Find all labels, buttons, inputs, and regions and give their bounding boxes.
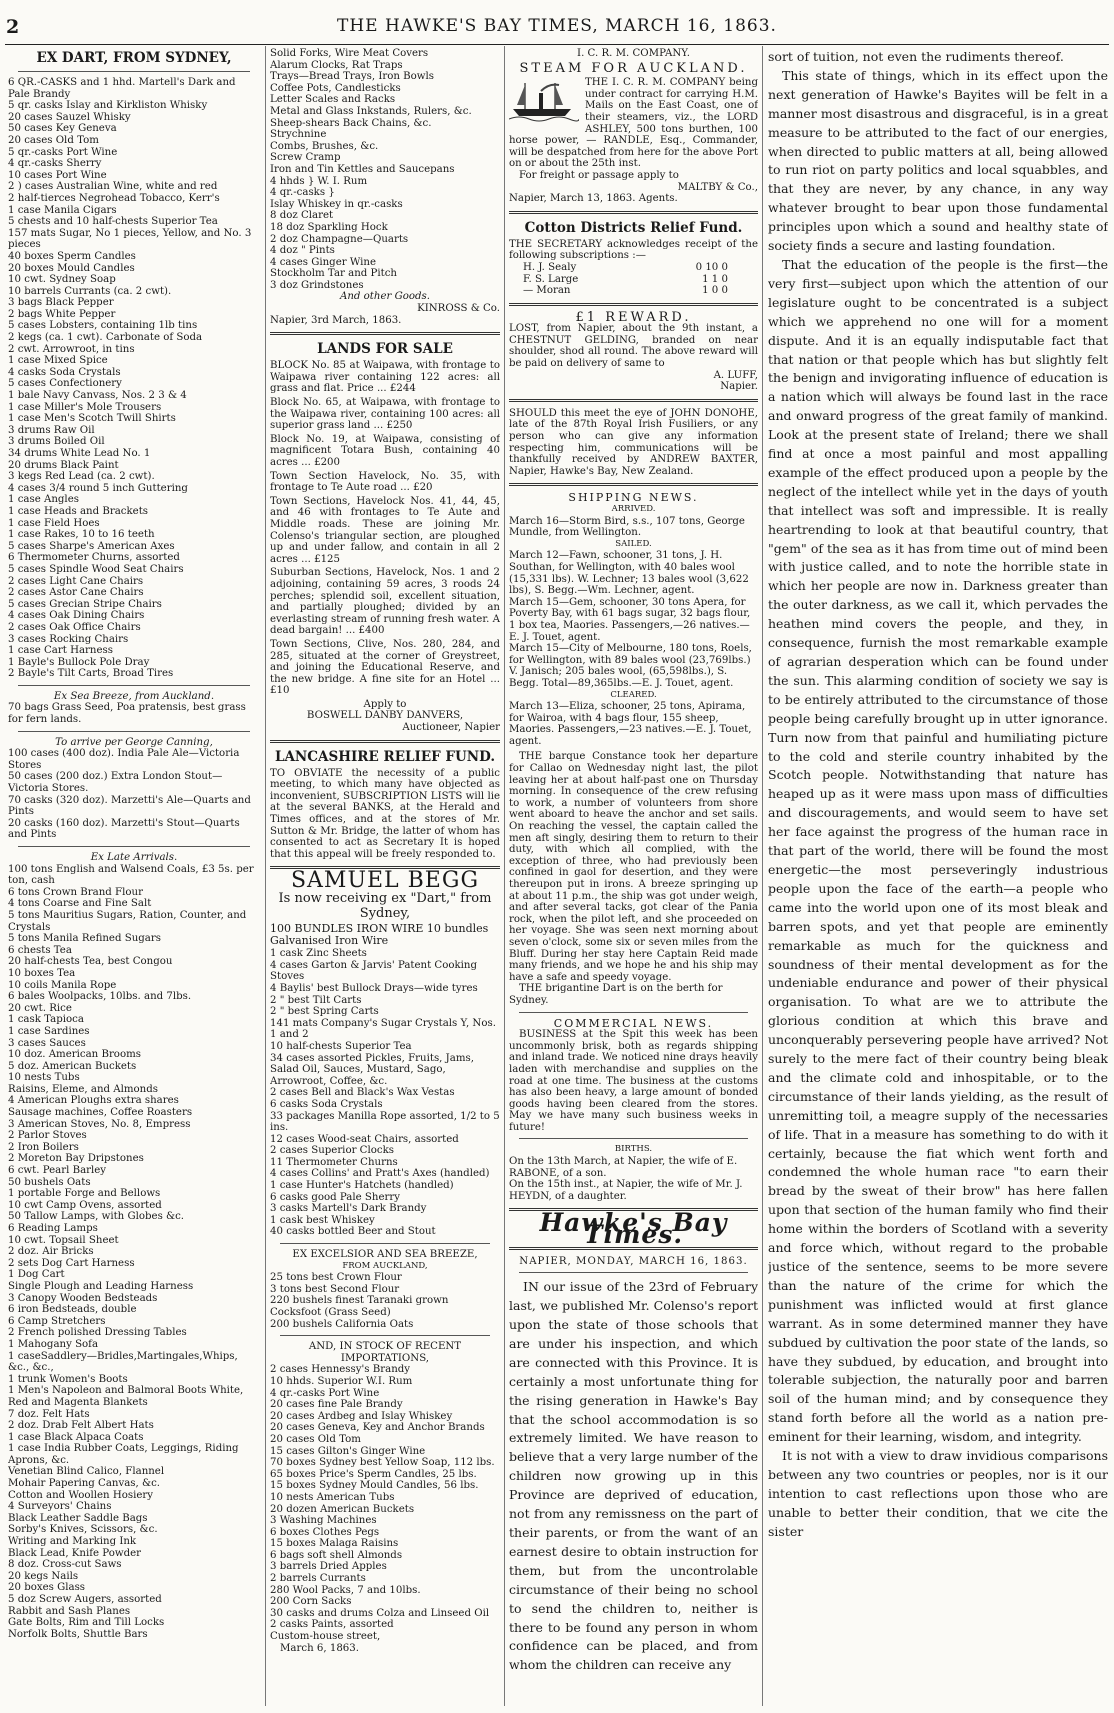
list-item: 15 cases Gilton's Ginger Wine: [270, 1445, 426, 1457]
article-paragraph: This state of things, which in its effect upon the next generation of Hawke's Bayites will be felt in a manner most disastrous and disgraceful, is in a great measure to be attributed to the fact of our energies, when directed to public matters at all, being allowed to run riot on party politics and local squabbles, and that they are never, by any chance, in any way whatever brought to bear upon those fundamental principles upon which a sound and healthy state of society finds a secure and lasting foundation.: [768, 67, 1108, 254]
list-item: 2 cases Superior Clocks: [270, 1145, 394, 1157]
divider: [519, 1012, 748, 1013]
list-item: 4 cases Ginger Wine: [270, 256, 376, 268]
list-item: 3 tons best Second Flour: [270, 1283, 400, 1295]
list-item: 4 cases Collins' and Pratt's Axes (handled): [270, 1168, 490, 1180]
list-item: 4 cases Garton & Jarvis' Patent Cooking Stoves: [270, 959, 478, 983]
list-item: 50 cases Key Geneva: [8, 123, 117, 135]
ad-title: LANCASHIRE RELIEF FUND.: [274, 748, 496, 765]
list-item: Alarum Clocks, Rat Traps: [270, 59, 403, 71]
subscriber-name: H. J. Sealy: [523, 261, 577, 273]
list-item: 10 cwt Camp Ovens, assorted: [8, 1199, 162, 1211]
list-item: 2 cases Light Cane Chairs: [8, 575, 144, 587]
list-item: 1 Men's Napoleon and Balmoral Boots White, Red and Magenta Blankets: [8, 1385, 244, 1408]
list-item: 10 nests Tubs: [8, 1072, 80, 1084]
list-item: 10 barrels Currants (ca. 2 cwt).: [8, 285, 172, 297]
list-item: 2 barrels Currants: [270, 1573, 366, 1585]
list-item: 100 tons English and Walsend Coals, £3 5s. per ton, cash: [8, 863, 254, 887]
list-item: 12 cases Wood-seat Chairs, assorted: [270, 1133, 459, 1145]
list-item: 2 sets Dog Cart Harness: [8, 1257, 135, 1269]
list-item: 20 boxes Glass: [8, 1582, 86, 1594]
list-item: 20 cases fine Pale Brandy: [270, 1399, 403, 1411]
subscription-amount: 0 10 0: [695, 261, 728, 273]
list-item: 6 casks Soda Crystals: [270, 1098, 383, 1110]
list-item: 1 case Sardines: [8, 1025, 90, 1037]
news-paragraph: BUSINESS at the Spit this week has been uncommonly brisk, both as regards shipping and inland trade. We noticed nine drays heavily laden with merchandise and supplies on the road at one time. The business at the customs has also been heavy, a large amount of bonded goods having been cleared from the stores. May we have many such business weeks in future!: [509, 1029, 758, 1133]
subscription-row: [509, 274, 758, 286]
list-item: 200 bushels California Oats: [270, 1318, 414, 1330]
list-item: 1 case Black Alpaca Coats: [8, 1431, 144, 1443]
list-item: 10 cases Port Wine: [8, 169, 107, 181]
list-item: 2 doz. Drab Felt Albert Hats: [8, 1420, 154, 1432]
goods-list: [8, 864, 260, 1641]
list-item: 4 American Ploughs extra shares: [8, 1095, 179, 1107]
list-item: 157 mats Sugar, No 1 pieces, Yellow, and No. 3 pieces: [8, 227, 252, 251]
list-item: 1 caseSaddlery—Bridles,Martingales,Whips, &c., &c.,: [8, 1350, 238, 1374]
list-item: 1 case Miller's Mole Trousers: [8, 401, 162, 413]
list-item: 20 cases Old Tom: [8, 134, 99, 146]
list-item: 20 drums Black Paint: [8, 459, 119, 471]
land-listing: Suburban Sections, Havelock, Nos. 1 and 2 adjoining, containing 59 acres, 3 roods 24 perches; splendid soil, excellent situation, and partially ploughed; divided by an everlasting stream of running fresh water. A dead bargain! ... £400: [270, 567, 500, 637]
list-item: 3 barrels Dried Apples: [270, 1561, 387, 1573]
list-item: 3 cases Sauces: [8, 1037, 86, 1049]
advertiser: A. LUFF,: [713, 369, 758, 381]
page-number: 2: [6, 16, 20, 38]
list-item: 3 cases Rocking Chairs: [8, 633, 129, 645]
ad-text: LOST, from Napier, about the 9th instant, a CHESTNUT GELDING, branded on near shoulder, shod all round. The above reward will be paid on delivery of same to: [509, 323, 758, 370]
list-item: Letter Scales and Racks: [270, 94, 396, 106]
list-item: 6 iron Bedsteads, double: [8, 1304, 137, 1316]
list-item: 141 mats Company's Sugar Crystals Y, Nos. 1 and 2: [270, 1017, 496, 1041]
list-item: Mohair Papering Canvas, &c.: [8, 1478, 161, 1490]
divider: [280, 1335, 490, 1336]
divider: [519, 1272, 748, 1273]
list-item: 10 hhds. Superior W.I. Rum: [270, 1375, 413, 1387]
list-item: 5 cases Sharpe's American Axes: [8, 540, 175, 552]
list-item: 1 case Rakes, 10 to 16 teeth: [8, 529, 155, 541]
page-header: [0, 0, 1114, 48]
list-item: 10 coils Manila Rope: [8, 979, 117, 991]
subscriber-name: F. S. Large: [523, 273, 579, 285]
ad-date: Napier, March 13, 1863. Agents.: [509, 193, 678, 205]
column-rule: [504, 46, 505, 1706]
list-item: 4 doz " Pints: [270, 245, 335, 257]
list-item: 1 case Heads and Brackets: [8, 505, 149, 517]
goods-list: [270, 1364, 500, 1631]
list-item: 20 boxes Mould Candles: [8, 262, 135, 274]
list-item: Islay Whiskey in qr.-casks: [270, 198, 403, 210]
list-item: 2 half-tierces Negrohead Tobacco, Kerr's: [8, 192, 220, 204]
list-item: Coffee Pots, Candlesticks: [270, 82, 401, 94]
apply-line: For freight or passage apply to: [519, 169, 679, 181]
list-item: Solid Forks, Wire Meat Covers: [270, 48, 429, 59]
list-item: 70 bags Grass Seed, Poa pratensis, best grass for fern lands.: [8, 702, 246, 726]
list-item: 220 bushels finest Taranaki grown Cocksfoot (Grass Seed): [270, 1295, 449, 1318]
divider: [18, 846, 250, 847]
list-item: 6 cwt. Pearl Barley: [8, 1165, 107, 1177]
list-item: 1 bale Navy Canvass, Nos. 2 3 & 4: [8, 390, 187, 402]
list-item: 2 doz. Air Bricks: [8, 1246, 94, 1258]
list-item: 1 Mahogany Sofa: [8, 1338, 99, 1350]
list-item: 8 doz Claret: [270, 210, 334, 222]
list-item: 2 doz Champagne—Quarts: [270, 233, 409, 245]
divider: [270, 740, 500, 743]
shipping-entry: March 13—Eliza, schooner, 25 tons, Apirama, for Wairoa, with 4 bags flour, 155 sheep, Maories. Passengers,—23 natives.—E. J. Touet, agent.: [509, 701, 752, 747]
list-item: Cotton and Woollen Hosiery: [8, 1489, 153, 1501]
header-rule: [5, 44, 1109, 45]
section-heading: AND, IN STOCK OF RECENT IMPORTATIONS,: [308, 1341, 462, 1364]
article-paragraph: IN our issue of the 23rd of February last, we published Mr. Colenso's report upon the state of those schools that are under his inspection, and which are connected with this Province. It is certainly a most unfortunate thing for the rising generation in Hawke's Bay that the school accommodation is so extremely limited. We have reason to believe that a very large number of the children now growing up in this Province are deprived of education, not from any remissness on the part of their parents, or from the want of an earnest desire to obtain instruction for them, but from the uncontrolable circumstance of their being no school to send the children to, neither is there to be found any person in whom confidence can be placed, and from whom the children can receive any: [509, 1279, 758, 1673]
birth-notice: On the 13th March, at Napier, the wife of E. RABONE, of a son.: [509, 1156, 738, 1179]
list-item: 1 cask best Whiskey: [270, 1214, 375, 1226]
leading-article: [509, 1278, 758, 1675]
ad-text: TO OBVIATE the necessity of a public meeting, to which many have objected as inconvenient, SUBSCRIPTION LISTS will lie at the several BANKS, at the Herald and Times offices, and at the stores of Mr. Sutton & Mr. Bridge, the latter of whom has consented to act as Secretary It is hoped that this appeal will be freely responded to.: [270, 767, 500, 860]
list-item: 25 tons best Crown Flour: [270, 1272, 402, 1284]
list-item: 20 cases Sauzel Whisky: [8, 111, 131, 123]
apply-line: Apply to: [363, 698, 407, 710]
land-listing: Town Section Havelock, No. 35, with frontage to Te Aute road ... £20: [270, 470, 500, 494]
ad-text: THE SECRETARY acknowledges receipt of the following subscriptions :—: [509, 238, 758, 262]
list-item: 6 tons Crown Brand Flour: [8, 886, 143, 898]
list-item: 33 packages Manilla Rope assorted, 1/2 to 5 ins.: [270, 1110, 500, 1134]
ad-title: STEAM FOR AUCKLAND.: [519, 60, 748, 76]
list-item: 15 boxes Malaga Raisins: [270, 1538, 399, 1550]
section-title: SHIPPING NEWS.: [568, 491, 699, 505]
subscription-amount: 1 1 0: [702, 273, 728, 285]
list-item: 5 cases Confectionery: [8, 378, 122, 390]
list-item: 5 cases Spindle Wood Seat Chairs: [8, 563, 184, 575]
list-item: 3 casks Martell's Dark Brandy: [270, 1203, 427, 1215]
list-item: 34 cases assorted Pickles, Fruits, Jams, Salad Oil, Sauces, Mustard, Sago, Arrowroot, Coffee, &c.: [270, 1052, 474, 1087]
list-item: Metal and Glass Inkstands, Rulers, &c.: [270, 105, 472, 117]
list-item: 70 boxes Sydney best Yellow Soap, 112 lbs.: [270, 1457, 495, 1469]
steamship-icon: [509, 79, 579, 123]
goods-list: [270, 948, 500, 1238]
ad-title: LANDS FOR SALE: [317, 341, 453, 358]
divider: [270, 332, 500, 335]
list-item: Gate Bolts, Rim and Till Locks: [8, 1617, 165, 1629]
goods-list: [8, 748, 260, 841]
section-heading: Ex Sea Breeze, from Auckland.: [53, 690, 215, 702]
list-item: 50 bushels Oats: [8, 1176, 91, 1188]
list-item: 6 boxes Clothes Pegs: [270, 1526, 380, 1538]
list-item: 6 Reading Lamps: [8, 1223, 98, 1234]
list-item: 5 qr. casks Islay and Kirkliston Whisky: [8, 100, 208, 112]
column-4: [768, 48, 1108, 1708]
list-item: 1 trunk Women's Boots: [8, 1373, 128, 1385]
list-item: 2 " best Spring Carts: [270, 1006, 379, 1018]
list-item: 5 tons Manila Refined Sugars: [8, 933, 161, 945]
dateline: NAPIER, MONDAY, MARCH 16, 1863.: [519, 1255, 748, 1267]
list-item: 4 cases Oak Dining Chairs: [8, 610, 145, 622]
list-item: Sausage machines, Coffee Roasters: [8, 1107, 193, 1119]
list-item: 2 bags White Pepper: [8, 308, 116, 320]
list-item: 2 Moreton Bay Dripstones: [8, 1153, 144, 1165]
list-item: 1 case India Rubber Coats, Leggings, Riding Aprons, &c.: [8, 1443, 239, 1466]
newspaper-title: Hawke's Bay Times.: [539, 1208, 728, 1250]
goods-list: [270, 48, 500, 291]
list-item: 2 ) cases Australian Wine, white and red: [8, 181, 218, 193]
shipping-list: [509, 550, 758, 689]
list-item: 6 bales Woolpacks, 10lbs. and 7lbs.: [8, 991, 192, 1003]
shipping-entry: March 12—Fawn, schooner, 31 tons, J. H. Southan, for Wellington, with 40 bales wool (15,331 lbs). W. Lechner; 13 bales wool (3,622 lbs), S. Begg.—Wm. Lechner, agent.: [509, 550, 749, 597]
subscription-row: [509, 262, 758, 274]
list-item: 6 chests Tea: [8, 944, 72, 956]
list-item: Iron and Tin Kettles and Saucepans: [270, 163, 455, 175]
list-item: 10 half-chests Superior Tea: [270, 1040, 412, 1052]
ad-date: Napier, 3rd March, 1863.: [270, 314, 402, 326]
list-item: Norfolk Bolts, Shuttle Bars: [8, 1628, 148, 1640]
subscription-list: [509, 262, 758, 297]
list-item: 1 case Cart Harness: [8, 645, 113, 657]
ad-text: SHOULD this meet the eye of JOHN DONOHE, late of the 87th Royal Irish Fusiliers, or any person who can give any information respecting him, communications will be thankfully received by ANDREW BAXTER, Napier, Hawke's Bay, New Zealand.: [509, 407, 758, 477]
land-listing: BLOCK No. 85 at Waipawa, with frontage to Waipawa river containing 122 acres: all grass and flat. Price ... £244: [270, 360, 500, 395]
shipping-entry: March 16—Storm Bird, s.s., 107 tons, George Mundle, from Wellington.: [509, 515, 745, 539]
list-item: 11 Thermometer Churns: [270, 1156, 398, 1168]
list-item: 65 boxes Price's Sperm Candles, 25 lbs.: [270, 1468, 477, 1480]
shipping-entry: March 15—Gem, schooner, 30 tons Apera, for Poverty Bay, with 61 bags sugar, 32 bags flour, 1 box tea, Maories. Passengers,—26 natives.—E. J. Touet, agent.: [509, 596, 751, 643]
list-item: 4 hhds } W. I. Rum: [270, 175, 368, 187]
ad-title: Cotton Districts Relief Fund.: [524, 219, 743, 236]
list-item: 3 bags Black Pepper: [8, 297, 114, 309]
divider: [519, 1138, 748, 1139]
list-item: 4 tons Coarse and Fine Salt: [8, 898, 152, 910]
section-subheading: BIRTHS.: [614, 1144, 653, 1155]
list-item: Trays—Bread Trays, Iron Bowls: [270, 71, 434, 83]
list-item: 20 cases Old Tom: [270, 1433, 361, 1445]
list-item: 3 Washing Machines: [270, 1515, 377, 1527]
agent-name: BOSWELL DANBY DANVERS,: [306, 710, 464, 722]
list-item: 5 tons Mauritius Sugars, Ration, Counter, and Crystals: [8, 909, 247, 933]
list-item: 8 doz. Cross-cut Saws: [8, 1559, 122, 1571]
news-paragraph: THE brigantine Dart is on the berth for Sydney.: [509, 983, 723, 1006]
list-item: 1 case Field Hoes: [8, 517, 100, 529]
list-item: 6 bags soft shell Almonds: [270, 1549, 403, 1561]
list-item: 30 casks and drums Colza and Linseed Oil: [270, 1607, 490, 1619]
list-item: 20 kegs Nails: [8, 1570, 79, 1582]
list-item: 2 cases Astor Cane Chairs: [8, 587, 144, 599]
list-item: Sorby's Knives, Scissors, &c.: [8, 1524, 158, 1536]
list-item: 1 case Men's Scotch Twill Shirts: [8, 413, 176, 425]
list-item: Single Plough and Leading Harness: [8, 1280, 194, 1292]
ad-title: £1 REWARD.: [575, 309, 692, 325]
section-subheading: FROM AUCKLAND,: [342, 1260, 428, 1271]
ad-date: March 6, 1863.: [280, 1642, 360, 1654]
list-item: 2 Bayle's Tilt Carts, Broad Tires: [8, 668, 174, 680]
list-item: 3 Canopy Wooden Bedsteads: [8, 1292, 158, 1304]
list-item: 4 casks Soda Crystals: [8, 366, 121, 378]
ad-subtitle: Is now receiving ex "Dart," from Sydney,: [278, 891, 492, 921]
list-item: 5 qr.-casks Port Wine: [8, 146, 118, 158]
divider: [509, 303, 758, 306]
list-item: 6 QR.-CASKS and 1 hhd. Martell's Dark and Pale Brandy: [8, 77, 236, 100]
list-item: 4 cases 3/4 round 5 inch Guttering: [8, 482, 188, 494]
list-item: 4 qr.-casks Port Wine: [270, 1387, 380, 1399]
list-item: 6 Thermometer Churns, assorted: [8, 552, 180, 564]
land-listing: Block No. 65, at Waipawa, with frontage to the Waipawa river, containing 100 acres: all superior grass land ... £250: [270, 397, 500, 432]
address: Custom-house street,: [270, 1631, 381, 1643]
list-item: 34 drums White Lead No. 1: [8, 448, 151, 459]
article-paragraph: That the education of the people is the first—the very first—subject upon which the attention of our legislature ought to be concentrated is a subject which we apprehend no one will for a moment dispute. And it is an equally indisputable fact that that nation or that people which has but slightly felt the benign and invigorating influence of education is a nation which will always be found last in the race and onward progress of the great family of mankind. Look at the present state of Ireland; there we shall find at once a most painful and most appalling example of the effect produced upon a people by the neglect of the intellect while yet in the days of youth that intellect was soft and impressible. It is really heartrending to look at that beautiful country, that "gem" of the sea as it has from time out of mind been with justice called, and to note the horrible state in which her people are now in. Darkness greater than the outer darkness, as we call it, which pervades the heathen mind covers the people, and they, in consequence, furnish the most remarkable example of agrarian desperation which can be found under the sun. This alarming condition of society we say is to be entirely attributed to the circumstance of those people being carefully brought up in utter ignorance. Turn now from that painful and humiliating picture to the cold and sterile country inhabited by the Scotch people. Notwithstanding that nature has heaped up as it were mass upon mass of difficulties and discouragements, and would seem to have set her face against the progress of the human race in that part of the world, there will be found the most energetic—the most perseveringly industrious people upon the face of the earth—a people who came into the world upon one of its most bleak and barren spots, and yet that people are eminently remarkable as much for the quickness and soundness of their mental development as for the undeniable endurance and power of their physical organisation. To what are we to attribute the glorious condition at which this brave and unconquerably persevering people have arrived? Not surely to the mere fact of their country being bleak and the climate cold and inhospitable, or to the circumstance of their lands yielding, as the result of unremitting toil, a meagre supply of the necessaries of life. That in a measure has something to do with it certainly, because the fiat which went forth and condemned the whole human race "to earn their bread by the sweat of their brow" has here fallen upon that section of the human family who find their home within the borders of Scotland with a severity and force which, without regard to the probable justice of the sentence, seems to be more severe than the nature of the crime for which the punishment was inflicted would at first glance warrant. As in some determined manner they have subdued by cultivation the poor state of the lands, so have they subdued, by education, and brought into tolerable subjection, the naturally poor and barren soil of the human mind; and by consequence they stand forth before all the world as a nation pre-eminent for their learning, wisdom, and integrity.: [768, 256, 1108, 1445]
column-3: [509, 48, 758, 1708]
list-item: 2 cwt. Arrowroot, in tins: [8, 343, 135, 355]
list-item: 20 cases Ardbeg and Islay Whiskey: [270, 1410, 453, 1422]
goods-list: [8, 77, 260, 680]
lands-list: [270, 360, 500, 697]
list-item: 70 casks (320 doz). Marzetti's Ale—Quarts and Pints: [8, 794, 251, 818]
list-item: 1 case Angles: [8, 494, 79, 506]
subscription-row: [509, 285, 758, 297]
article-paragraph: It is not with a view to draw invidious comparisons between any two countries or peoples, nor is it our intention to cast reflections upon those who are unable to better their condition, that we cite the sister: [768, 1448, 1108, 1539]
list-item: 5 doz. American Buckets: [8, 1060, 137, 1072]
land-listing: Town Sections, Clive, Nos. 280, 284, and 285, situated at the corner of Greystreet, and joining the Educational Reserve, and the new bridge. A fine site for an Hotel ... £10: [270, 638, 500, 697]
list-item: 6 Camp Stretchers: [8, 1315, 106, 1327]
list-item: Strychnine: [270, 129, 327, 141]
list-item: 3 kegs Red Lead (ca. 2 cwt).: [8, 471, 155, 483]
list-item: 5 chests and 10 half-chests Superior Tea: [8, 216, 218, 228]
list-item: 4 Baylis' best Bullock Drays—wide tyres: [270, 982, 478, 994]
list-item: 50 cases (200 doz.) Extra London Stout—Victoria Stores.: [8, 771, 223, 795]
column-2: [270, 48, 500, 1708]
list-item: 1 case Hunter's Hatchets (handled): [270, 1180, 454, 1192]
list-item: 4 Surveyors' Chains: [8, 1501, 112, 1513]
land-listing: Town Sections, Havelock Nos. 41, 44, 45, and 46 with frontages to Te Aute and Middle roads. These are joining Mr. Colenso's triangular section, are ploughed up and under fallow, and contain in all 2 acres ... £125: [270, 495, 500, 565]
list-item: 10 boxes Tea: [8, 967, 76, 979]
divider: [18, 685, 250, 686]
list-item: 3 doz Grindstones: [270, 279, 364, 291]
list-item: 50 Tallow Lamps, with Globes &c.: [8, 1211, 185, 1223]
masthead: THE HAWKE'S BAY TIMES, MARCH 16, 1863.: [337, 16, 777, 36]
shipping-entry: March 15—City of Melbourne, 180 tons, Roels, for Wellington, with 89 bales wool (23,769lbs.) V. Janisch; 205 bales wool, (65,598lbs.), S. Begg. Total—89,365lbs.—E. J. Touet, agent.: [509, 643, 752, 689]
list-item: 2 cases Oak Office Chairs: [8, 621, 141, 633]
list-item: 1 cask Zinc Sheets: [270, 948, 367, 960]
column-1: [8, 48, 260, 1708]
ad-heading: I. C. R. M. COMPANY.: [577, 48, 690, 59]
divider: [509, 399, 758, 402]
list-item: Sheep-shears Back Chains, &c.: [270, 117, 432, 129]
section-heading: To arrive per George Canning,: [55, 736, 213, 748]
list-item: 100 cases (400 doz). India Pale Ale—Victoria Stores: [8, 748, 240, 771]
list-item: 1 Dog Cart: [8, 1269, 65, 1281]
news-paragraph: THE barque Constance took her departure for Callao on Wednesday night last, the pilot leaving her at about half-past one on Thursday morning. In consequence of the crew refusing to work, a number of volunteers from shore went aboard to heave the anchor and set sails. On reaching the vessel, the captain called the men aft singly, desiring them to return to their duty, with which all complied, with the exception of three, who had previously been confined in gaol for desertion, and they were thereupon put in irons. A breeze springing up at about 11 p.m., the ship was got under weigh, and after several tacks, got clear of the Pania rock, when the pilot left, and she proceeded on her voyage. She was seen next morning about seven o'clock, some six or seven miles from the Bluff. During her stay here Captain Reid made many friends, and we hope he and his ship may have a safe and speedy voyage.: [509, 751, 758, 983]
list-item: 4 qr.-casks }: [270, 187, 335, 199]
list-item: 2 casks Paints, assorted: [270, 1619, 394, 1631]
list-item: 1 case Manila Cigars: [8, 204, 117, 216]
list-item: 2 French polished Dressing Tables: [8, 1327, 187, 1339]
ad-title: EX DART, FROM SYDNEY,: [36, 50, 232, 66]
birth-notice: On the 15th inst., at Napier, the wife of Mr. J. HEYDN, of a daughter.: [509, 1179, 743, 1202]
divider: [18, 71, 250, 72]
list-item: 10 cwt. Sydney Soap: [8, 274, 116, 286]
list-item: 10 cwt. Topsail Sheet: [8, 1234, 119, 1246]
list-item: Stockholm Tar and Pitch: [270, 268, 397, 280]
column-rule: [762, 46, 763, 1706]
list-item: 3 American Stoves, No. 8, Empress: [8, 1118, 191, 1130]
section-title: COMMERCIAL NEWS.: [553, 1016, 714, 1030]
list-item: 2 kegs (ca. 1 cwt). Carbonate of Soda: [8, 332, 203, 344]
list-item: 2 cases Bell and Black's Wax Vestas: [270, 1087, 455, 1099]
agent-role: Auctioneer, Napier: [402, 722, 500, 734]
list-item: 1 case Mixed Spice: [8, 355, 108, 367]
list-item: 10 nests American Tubs: [270, 1491, 395, 1503]
divider: [280, 1243, 490, 1244]
list-item: 20 dozen American Buckets: [270, 1503, 415, 1515]
list-item: 20 half-chests Tea, best Congou: [8, 956, 173, 968]
list-item: 18 doz Sparkling Hock: [270, 221, 388, 233]
subscriber-name: — Moran: [523, 285, 571, 297]
advertiser-name: SAMUEL BEGG: [290, 868, 480, 894]
list-item: Rabbit and Sash Planes: [8, 1605, 131, 1617]
divider: [18, 731, 250, 732]
list-item: 40 boxes Sperm Candles: [8, 250, 136, 262]
section-subheading: ARRIVED.: [611, 504, 656, 514]
list-item: 15 boxes Sydney Mould Candles, 56 lbs.: [270, 1480, 479, 1492]
list-item: 6 casks good Pale Sherry: [270, 1191, 400, 1203]
goods-list: [270, 1272, 500, 1330]
column-rule: [265, 46, 266, 1706]
list-item: 3 drums Raw Oil: [8, 424, 95, 436]
list-item: 5 cases Grecian Stripe Chairs: [8, 598, 162, 610]
list-item: 7 doz. Felt Hats: [8, 1408, 90, 1420]
other-goods: And other Goods.: [340, 291, 430, 303]
list-item: 20 cases Geneva, Key and Anchor Brands: [270, 1422, 485, 1434]
list-item: 200 Corn Sacks: [270, 1596, 352, 1608]
list-item: 40 casks bottled Beer and Stout: [270, 1226, 436, 1238]
list-item: 5 cases Lobsters, containing 1lb tins: [8, 320, 198, 332]
list-item: 20 cwt. Rice: [8, 1002, 72, 1014]
list-item: Venetian Blind Calico, Flannel: [8, 1466, 165, 1478]
list-item: 2 cases Hennessy's Brandy: [270, 1364, 411, 1376]
list-item: 1 Bayle's Bullock Pole Dray: [8, 656, 150, 668]
list-item: 2 Parlor Stoves: [8, 1130, 87, 1142]
article-paragraph: sort of tuition, not even the rudiments thereof.: [768, 49, 1064, 64]
subscription-amount: 1 0 0: [702, 285, 728, 297]
list-item: 4 qr.-casks Sherry: [8, 158, 102, 170]
list-item: 1 cask Tapioca: [8, 1014, 84, 1026]
list-item: 5 doz Screw Augers, assorted: [8, 1594, 162, 1605]
list-item: 2 Iron Boilers: [8, 1141, 79, 1153]
list-item: Raisins, Eleme, and Almonds: [8, 1083, 158, 1095]
list-item: 2 " best Tilt Carts: [270, 994, 362, 1006]
list-item: Writing and Marking Ink: [8, 1536, 137, 1548]
list-item: 1 portable Forge and Bellows: [8, 1188, 161, 1200]
section-subheading: SAILED.: [615, 538, 652, 549]
list-item: Black Lead, Knife Powder: [8, 1547, 141, 1559]
section-heading: Ex Late Arrivals.: [90, 852, 178, 863]
divider: [509, 483, 758, 486]
list-item: Black Leather Saddle Bags: [8, 1512, 148, 1524]
list-item: 20 casks (160 doz). Marzetti's Stout—Quarts and Pints: [8, 817, 240, 841]
list-item: Screw Cramp: [270, 152, 341, 164]
advertiser-place: Napier.: [720, 381, 758, 393]
list-item: 3 drums Boiled Oil: [8, 436, 105, 448]
advertiser: MALTBY & Co.,: [677, 181, 758, 193]
ad-text: THE I. C. R. M. COMPANY being under contract for carrying H.M. Mails on the East Coast, one of their steamers, viz., the LORD ASHLEY, 500 tons burthen, 100 horse power, — RANDLE, Esq., Commander, will be despatched from here for the above Port on or about the 25th inst.: [509, 77, 758, 170]
list-item: 100 BUNDLES IRON WIRE 10 bundles Galvanised Iron Wire: [270, 922, 489, 947]
section-heading: EX EXCELSIOR AND SEA BREEZE,: [292, 1249, 478, 1261]
list-item: Combs, Brushes, &c.: [270, 140, 379, 152]
advertiser: KINROSS & Co.: [417, 303, 500, 315]
section-subheading: CLEARED.: [610, 689, 657, 700]
list-item: 10 doz. American Brooms: [8, 1049, 141, 1061]
divider: [509, 211, 758, 214]
list-item: 280 Wool Packs, 7 and 10lbs.: [270, 1584, 421, 1596]
land-listing: Block No. 19, at Waipawa, consisting of magnificent Totara Bush, containing 40 acres ... £200: [270, 433, 500, 468]
